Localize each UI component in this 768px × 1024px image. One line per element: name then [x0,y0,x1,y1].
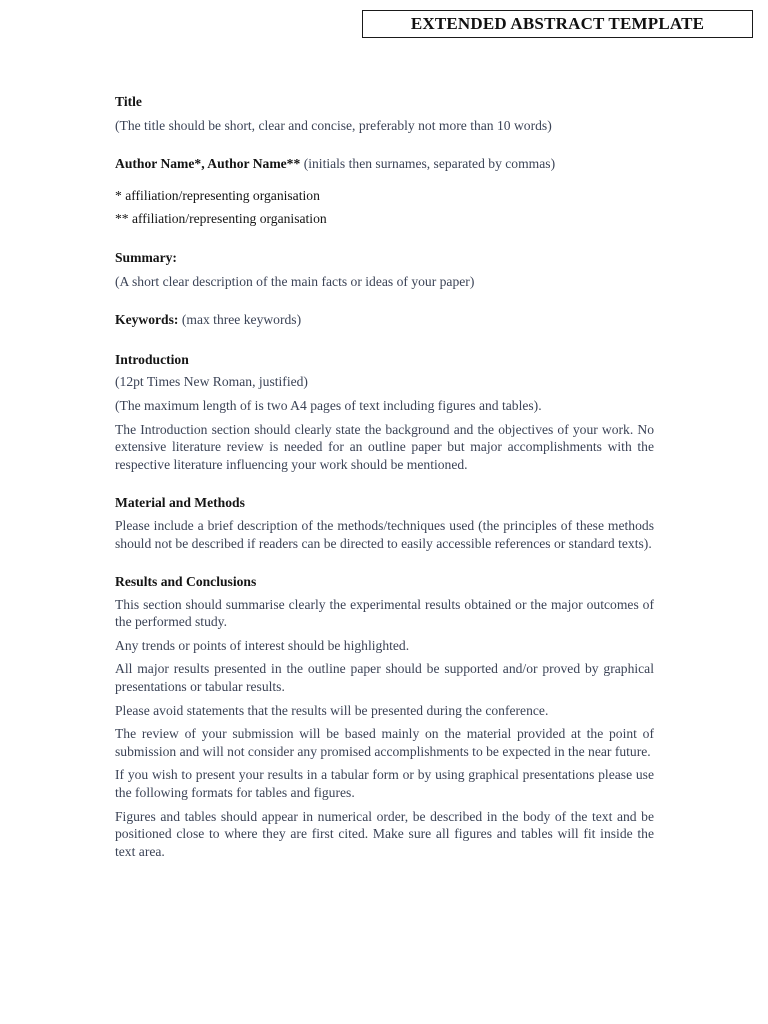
results-paragraph-1: This section should summarise clearly the experimental results obtained or the major outcomes of the performed study. [115,596,654,630]
affiliation-2: ** affiliation/representing organisation [115,211,327,227]
template-header: EXTENDED ABSTRACT TEMPLATE [362,10,753,38]
affiliation-1: * affiliation/representing organisation [115,187,320,203]
keywords-line [115,311,654,329]
keywords-heading: Keywords: [115,312,179,328]
methods-heading: Material and Methods [115,495,245,511]
results-paragraph-5: The review of your submission will be based mainly on the material provided at the point of submission and will not consider any promised accomplishments to be expected in the near future. [115,726,654,759]
introduction-paragraph: The Introduction section should clearly state the background and the objectives of your work. No extensive literature review is needed for an outline paper but major accomplishments with the respective literature influencing your work should be mentioned. [115,421,654,472]
introduction-length-note: (The maximum length of is two A4 pages of text including figures and tables). [115,397,542,413]
summary-heading: Summary: [115,249,177,265]
author-line [115,155,654,173]
keywords-instructions: (max three keywords) [181,312,302,328]
title-heading: Title [115,94,142,109]
results-paragraph-4: Please avoid statements that the results will be presented during the conference. [115,702,549,718]
methods-paragraph: Please include a brief description of the methods/techniques used (the principles of these methods should not be described if readers can be directed to easily accessible references or standard texts). [115,517,654,551]
author-names: Author Name*, Author Name** [115,156,301,172]
results-paragraph-6: If you wish to present your results in a tabular form or by using graphical presentations please use the following formats for tables and figures. [115,767,654,801]
results-paragraph-2: Any trends or points of interest should be highlighted. [115,637,410,653]
results-heading: Results and Conclusions [115,574,257,590]
results-paragraph-7: Figures and tables should appear in numerical order, be described in the body of the text and be positioned close to where they are first cited. Make sure all figures and tables will fit inside the text area. [115,808,654,859]
summary-instructions: (A short clear description of the main facts or ideas of your paper) [115,273,475,289]
results-paragraph-3: All major results presented in the outline paper should be supported and/or proved by graphical presentations or tabular results. [115,661,654,695]
title-instructions: (The title should be short, clear and concise, preferably not more than 10 words) [115,117,552,133]
introduction-font-note: (12pt Times New Roman, justified) [115,374,308,390]
introduction-heading: Introduction [115,351,189,367]
author-note: (initials then surnames, separated by commas) [303,156,556,172]
document-body [115,93,654,860]
